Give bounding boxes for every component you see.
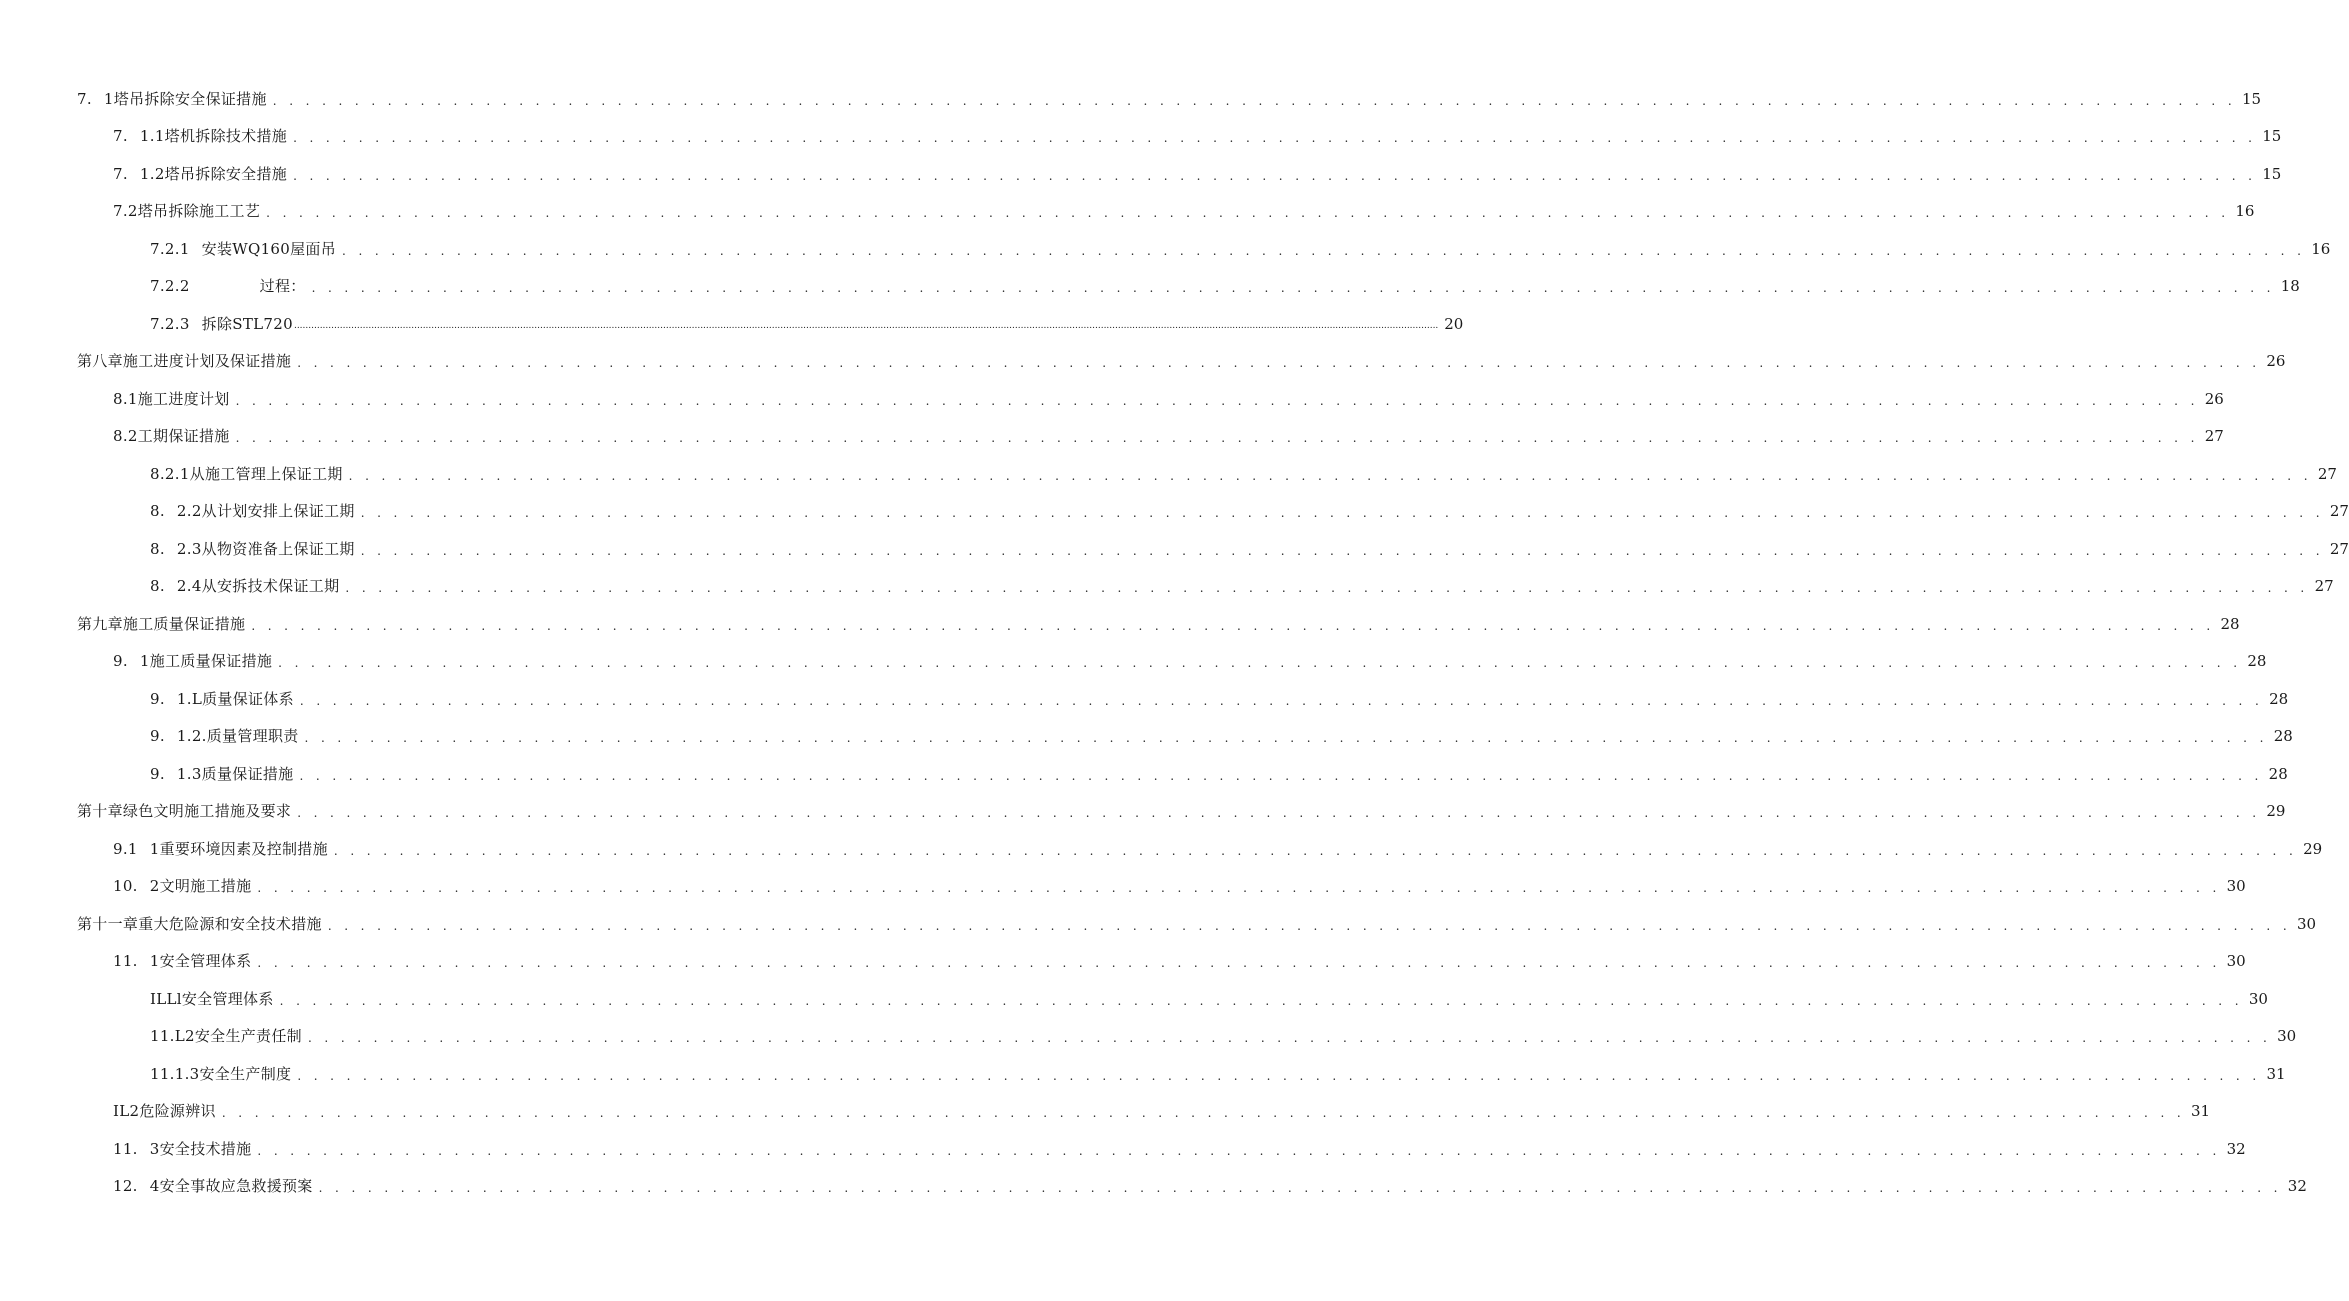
toc-page-number: 20 (1444, 314, 1464, 333)
toc-page-number: 28 (2268, 764, 2288, 783)
toc-entry-title (77, 89, 267, 109)
toc-page-number: 29 (2266, 802, 2286, 821)
dot-leader: . . . . . . . . . . . . . . . . . . . . . . . . . . . . . . . . . . . . . . . . . . . . . . . . . . . . . . . . . . . . . . . . . . . . . . . . . . . . . . . . . . . . . . . . . . . . . . . . . . . . . . . . . . . . . . . . . . . . . . . . (293, 168, 2257, 183)
dot-leader: . . . . . . . . . . . . . . . . . . . . . . . . . . . . . . . . . . . . . . . . . . . . . . . . . . . . . . . . . . . . . . . . . . . . . . . . . . . . . . . . . . . . . . . . . . . . . . . . . . . . . . . . . . . . . . . . . . . . . . . . (235, 393, 2199, 408)
toc-entry-title (150, 1064, 291, 1084)
toc-page-number: 18 (2280, 277, 2300, 296)
toc-entry[interactable] (0, 268, 2300, 306)
toc-entry-text: 1安全管理体系 (149, 952, 252, 971)
dot-leader: . . . . . . . . . . . . . . . . . . . . . . . . . . . . . . . . . . . . . . . . . . . . . . . . . . . . . . . . . . . . . . . . . . . . . . . . . . . . . . . . . . . . . . . . . . . . . . . . . . . . . . . . . . . . . . . . . . . . . . . . (266, 206, 2230, 221)
toc-page-number: 29 (2303, 839, 2323, 858)
toc-entry-title (150, 989, 274, 1009)
toc-entry-text: 2文明施工措施 (149, 877, 252, 896)
toc-entry[interactable] (0, 118, 2282, 156)
toc-entry-title (113, 651, 272, 671)
toc-page-number: 15 (2262, 164, 2282, 183)
toc-entry-number: 7. (77, 89, 92, 108)
dot-leader: . . . . . . . . . . . . . . . . . . . . . . . . . . . . . . . . . . . . . . . . . . . . . . . . . . . . . . . . . . . . . . . . . . . . . . . . . . . . . . . . . . . . . . . . . . . . . . . . . . . . . . . . . . . . . . . . . . . . . . . . (307, 1031, 2272, 1046)
toc-page-number: 28 (2273, 727, 2293, 746)
toc-entry-number: 9. (113, 652, 128, 671)
toc-entry[interactable] (0, 980, 2268, 1018)
toc-entry[interactable] (0, 305, 1464, 343)
dot-leader: . . . . . . . . . . . . . . . . . . . . . . . . . . . . . . . . . . . . . . . . . . . . . . . . . . . . . . . . . . . . . . . . . . . . . . . . . . . . . . . . . . . . . . . . . . . . . . . . . . . . . . . . . . . . . . . . . . . . . . . . (257, 881, 2221, 896)
toc-entry[interactable] (0, 605, 2240, 643)
dot-leader: . . . . . . . . . . . . . . . . . . . . . . . . . . . . . . . . . . . . . . . . . . . . . . . . . . . . . . . . . . . . . . . . . . . . . . . . . . . . . . . . . . . . . . . . . . . . . . . . . . . . . . . . . . . . . . . . . . . . . . . . (342, 243, 2306, 258)
toc-entry-number: 11. (113, 1139, 138, 1158)
toc-entry[interactable] (0, 193, 2255, 231)
toc-page-number: 27 (2204, 427, 2224, 446)
dot-leader: . . . . . . . . . . . . . . . . . . . . . . . . . . . . . . . . . . . . . . . . . . . . . . . . . . . . . . . . . . . . . . . . . . . . . . . . . . . . . . . . . . . . . . . . . . . . . . . . . . . . . . . . . . . . . . . . . . . . . . . . (345, 581, 2309, 596)
toc-entry-text: 3安全技术措施 (149, 1139, 252, 1158)
toc-entry-title (77, 351, 291, 371)
toc-page-number: 15 (2241, 89, 2262, 108)
toc-entry-title (150, 689, 294, 709)
toc-entry-title (150, 464, 343, 484)
toc-entry[interactable] (0, 680, 2289, 718)
toc-entry-number: 8. (150, 502, 165, 521)
dot-leader: . . . . . . . . . . . . . . . . . . . . . . . . . . . . . . . . . . . . . . . . . . . . . . . . . . . . . . . . . . . . . . . . . . . . . . . . . . . . . . . . . . . . . . . . . . . . . . . . . . . . . . . . . . . . . . . . . . . . . . . . (360, 543, 2324, 558)
toc-entry-text: 2.3从物资准备上保证工期 (176, 539, 355, 558)
toc-entry-title (150, 764, 293, 784)
toc-page-number: 30 (2296, 914, 2317, 933)
toc-entry[interactable] (0, 568, 2334, 606)
toc-page-number: 27 (2314, 577, 2334, 596)
toc-entry[interactable] (0, 905, 2317, 943)
toc-entry-text: 1.2塔吊拆除安全措施 (139, 164, 288, 183)
dot-leader: . . . . . . . . . . . . . . . . . . . . . . . . . . . . . . . . . . . . . . . . . . . . . . . . . . . . . . . . . . . . . . . . . . . . . . . . . . . . . . . . . . . . . . . . . . . . . . . . . . . . . . . . . . . . . . . . . . . . . . . . (279, 993, 2243, 1008)
toc-entry-title (150, 501, 355, 521)
toc-entry[interactable] (0, 643, 2267, 681)
toc-entry-number: 9. (150, 764, 165, 783)
toc-entry[interactable] (0, 380, 2224, 418)
dot-leader: . . . . . . . . . . . . . . . . . . . . . . . . . . . . . . . . . . . . . . . . . . . . . . . . . . . . . . . . . . . . . . . . . . . . . . . . . . . . . . . . . . . . . . . . . . . . . . . . . . . . . . . . . . . . . . . . . . . . . . . . (333, 843, 2298, 858)
toc-entry[interactable] (0, 343, 2286, 381)
dot-leader: . . . . . . . . . . . . . . . . . . . . . . . . . . . . . . . . . . . . . . . . . . . . . . . . . . . . . . . . . . . . . . . . . . . . . . . . . . . . . . . . . . . . . . . . . . . . . . . . . . . . . . . . . . . . . . . . . . . . . . . . (297, 356, 2261, 371)
toc-entry-number: 7.2塔吊拆除施工工艺 (113, 202, 261, 221)
dot-leader: . . . . . . . . . . . . . . . . . . . . . . . . . . . . . . . . . . . . . . . . . . . . . . . . . . . . . . . . . . . . . . . . . . . . . . . . . . . . . . . . . . . . . . . . . . . . . . . . . . . . . . . . . . . . . . . . . . . . . . . . (235, 431, 2199, 446)
toc-entry[interactable] (0, 868, 2246, 906)
toc-entry-title (77, 614, 245, 634)
dot-leader: . . . . . . . . . . . . . . . . . . . . . . . . . . . . . . . . . . . . . . . . . . . . . . . . . . . . . . . . . . . . . . . . . . . . . . . . . . . . . . . . . . . . . . . . . . . . . . . . . . . . . . . . . . . . . . . . . . . . . . . . (299, 768, 2263, 783)
toc-entry-title (113, 201, 260, 221)
toc-page-number: 26 (2204, 389, 2224, 408)
toc-page-number: 28 (2269, 689, 2289, 708)
toc-entry-title (77, 801, 291, 821)
toc-entry-number: 9. (150, 689, 165, 708)
toc-page-number: 27 (2329, 539, 2349, 558)
dot-leader: . . . . . . . . . . . . . . . . . . . . . . . . . . . . . . . . . . . . . . . . . . . . . . . . . . . . . . . . . . . . . . . . . . . . . . . . . . . . . . . . . . . . . . . . . . . . . . . . . . . . . . . . . . . . . . . . . . . . . . . . (278, 656, 2242, 671)
toc-entry-text: 1施工质量保证措施 (139, 652, 273, 671)
toc-entry-number: 9.1 (113, 839, 138, 858)
toc-entry-number: 7.2.1 (150, 239, 190, 258)
toc-entry[interactable] (0, 155, 2282, 193)
toc-entry-number: 第十章绿色文明施工措施及要求 (77, 802, 292, 821)
toc-entry-title (150, 314, 293, 334)
toc-entry[interactable] (0, 1093, 2211, 1131)
toc-entry-number: 10. (113, 877, 138, 896)
toc-page-number: 30 (2226, 952, 2246, 971)
toc-entry-number: 11.L2安全生产责任制 (150, 1027, 302, 1046)
dot-leader: . . . . . . . . . . . . . . . . . . . . . . . . . . . . . . . . . . . . . . . . . . . . . . . . . . . . . . . . . . . . . . . . . . . . . . . . . . . . . . . . . . . . . . . . . . . . . . . . . . . . . . . . . . . . . . . . . . . . . . . . (318, 1181, 2282, 1196)
toc-entry-title (113, 876, 251, 896)
toc-page-number: 16 (2235, 202, 2255, 221)
toc-entry-number: 8. (150, 577, 165, 596)
toc-entry-text: 1.2.质量管理职责 (176, 727, 299, 746)
toc-entry[interactable] (0, 418, 2224, 456)
toc-entry-number: IL2危险源辨识 (113, 1102, 216, 1121)
toc-entry-title (150, 239, 336, 259)
toc-entry[interactable] (0, 230, 2331, 268)
toc-entry-title (77, 914, 322, 934)
dot-leader: . . . . . . . . . . . . . . . . . . . . . . . . . . . . . . . . . . . . . . . . . . . . . . . . . . . . . . . . . . . . . . . . . . . . . . . . . . . . . . . . . . . . . . . . . . . . . . . . . . . . . . . . . . . . . . . . . . . . . . . . (297, 1068, 2261, 1083)
toc-page-number: 27 (2329, 502, 2349, 521)
toc-entry[interactable] (0, 1168, 2307, 1206)
toc-entry[interactable] (0, 530, 2349, 568)
toc-entry-number: 第十一章重大危险源和安全技术措施 (77, 914, 322, 933)
toc-page-number: 15 (2262, 127, 2282, 146)
dot-leader: . . . . . . . . . . . . . . . . . . . . . . . . . . . . . . . . . . . . . . . . . . . . . . . . . . . . . . . . . . . . . . . . . . . . . . . . . . . . . . . . . . . . . . . . . . . . . . . . . . . . . . . . . . . . . . . . . . . . . . . . (299, 693, 2264, 708)
toc-entry-number: 8.2工期保证措施 (113, 427, 230, 446)
toc-entry-number: 11. (113, 952, 138, 971)
toc-entry-text: 1.3质量保证措施 (176, 764, 294, 783)
dot-leader: . . . . . . . . . . . . . . . . . . . . . . . . . . . . . . . . . . . . . . . . . . . . . . . . . . . . . . . . . . . . . . . . . . . . . . . . . . . . . . . . . . . . . . . . . . . . . . . . . . . . . . . . . . . . . . . . . . . . . . . . (221, 1106, 2186, 1121)
toc-entry[interactable] (0, 755, 2288, 793)
toc-entry-text: 1.L质量保证体系 (176, 689, 294, 708)
toc-page-number: 30 (2248, 989, 2268, 1008)
toc-entry-title (150, 576, 339, 596)
dot-leader: . . . . . . . . . . . . . . . . . . . . . . . . . . . . . . . . . . . . . . . . . . . . . . . . . . . . . . . . . . . . . . . . . . . . . . . . . . . . . . . . . . . . . . . . . . . . . . . . . . . . . . . . . . . . . . . . . . . . . . . . (327, 918, 2292, 933)
toc-page-number: 30 (2277, 1027, 2297, 1046)
toc-page-number: 16 (2311, 239, 2331, 258)
toc-entry-number: 12. (113, 1177, 138, 1196)
toc-page-number: 28 (2247, 652, 2267, 671)
dot-leader: . . . . . . . . . . . . . . . . . . . . . . . . . . . . . . . . . . . . . . . . . . . . . . . . . . . . . . . . . . . . . . . . . . . . . . . . . . . . . . . . . . . . . . . . . . . . . . . . . . . . . . . . . . . . . . . . . . . . . . . . (348, 468, 2312, 483)
toc-entry-title (150, 1026, 302, 1046)
toc-entry-text: 安装WQ160屋面吊 (201, 239, 337, 258)
toc-entry-text: 过程： (259, 277, 306, 296)
toc-entry-title (113, 126, 287, 146)
toc-entry-number: ILLl安全管理体系 (150, 989, 274, 1008)
toc-entry[interactable] (0, 1130, 2246, 1168)
toc-entry-number: 7. (113, 127, 128, 146)
toc-page-number: 28 (2220, 614, 2240, 633)
toc-page-number: 30 (2226, 877, 2246, 896)
toc-entry-number: 8. (150, 539, 165, 558)
toc-entry[interactable] (0, 1018, 2297, 1056)
toc-entry[interactable] (0, 80, 2262, 118)
toc-entry-title (113, 1101, 216, 1121)
toc-page-number: 32 (2287, 1177, 2307, 1196)
toc-entry-number: 7.2.3 (150, 314, 190, 333)
toc-entry-text: 拆除STL720 (201, 314, 293, 333)
toc-entry-title (113, 1176, 313, 1196)
toc-entry-text: 1塔吊拆除安全保证措施 (103, 89, 267, 108)
toc-page-number: 27 (2317, 464, 2337, 483)
toc-entry[interactable] (0, 493, 2349, 531)
toc-entry-text: 1重要环境因素及控制措施 (149, 839, 328, 858)
toc-entry[interactable] (0, 455, 2337, 493)
toc-entry[interactable] (0, 1055, 2286, 1093)
dot-leader: . . . . . . . . . . . . . . . . . . . . . . . . . . . . . . . . . . . . . . . . . . . . . . . . . . . . . . . . . . . . . . . . . . . . . . . . . . . . . . . . . . . . . . . . . . . . . . . . . . . . . . . . . . . . . . . . . . . . . . . . (360, 506, 2324, 521)
toc-entry-title (113, 839, 328, 859)
toc-entry[interactable] (0, 718, 2293, 756)
table-of-contents (0, 80, 2349, 1205)
toc-entry-number: 7.2.2 (150, 277, 190, 296)
dot-leader: . . . . . . . . . . . . . . . . . . . . . . . . . . . . . . . . . . . . . . . . . . . . . . . . . . . . . . . . . . . . . . . . . . . . . . . . . . . . . . . . . . . . . . . . . . . . . . . . . . . . . . . . . . . . . . . . . . . . . . . . (272, 93, 2237, 108)
dot-leader: . . . . . . . . . . . . . . . . . . . . . . . . . . . . . . . . . . . . . . . . . . . . . . . . . . . . . . . . . . . . . . . . . . . . . . . . . . . . . . . . . . . . . . . . . . . . . . . . . . . . . . . . . . . . . . . . . . . . . . . . (257, 956, 2221, 971)
toc-entry-number: 8.2.1从施工管理上保证工期 (150, 464, 343, 483)
toc-page-number: 31 (2266, 1064, 2286, 1083)
toc-entry-text: 2.4从安拆技术保证工期 (176, 577, 340, 596)
toc-entry-title (113, 164, 287, 184)
toc-entry-title (113, 1139, 251, 1159)
toc-entry-title (150, 539, 355, 559)
toc-entry[interactable] (0, 830, 2323, 868)
toc-entry-title (150, 276, 306, 296)
toc-entry-text: 2.2从计划安排上保证工期 (176, 502, 355, 521)
toc-entry-number: 7. (113, 164, 128, 183)
toc-entry-number: 11.1.3安全生产制度 (150, 1064, 292, 1083)
dot-leader: . . . . . . . . . . . . . . . . . . . . . . . . . . . . . . . . . . . . . . . . . . . . . . . . . . . . . . . . . . . . . . . . . . . . . . . . . . . . . . . . . . . . . . . . . . . . . . . . . . . . . . . . . . . . . . . . . . . . . . . . (293, 131, 2257, 146)
toc-page-number: 32 (2226, 1139, 2246, 1158)
toc-page-number: 26 (2266, 352, 2286, 371)
dot-leader: . . . . . . . . . . . . . . . . . . . . . . . . . . . . . . . . . . . . . . . . . . . . . . . . . . . . . . . . . . . . . . . . . . . . . . . . . . . . . . . . . . . . . . . . . . . . . . . . . . . . . . . . . . . . . . . . . . . . . . . . (297, 806, 2261, 821)
toc-entry[interactable] (0, 943, 2246, 981)
dot-leader: . . . . . . . . . . . . . . . . . . . . . . . . . . . . . . . . . . . . . . . . . . . . . . . . . . . . . . . . . . . . . . . . . . . . . . . . . . . . . . . . . . . . . . . . . . . . . . . . . . . . . . . . . . . . . . . . . . . . . . . . (311, 281, 2275, 296)
dot-leader: ................................................................................................................................................................................................................................................................................................................................................................................................................ (293, 320, 1439, 331)
toc-entry-title (113, 426, 230, 446)
toc-entry-title (113, 951, 251, 971)
toc-entry-number: 第九章施工质量保证措施 (77, 614, 246, 633)
toc-entry-number: 第八章施工进度计划及保证措施 (77, 352, 292, 371)
dot-leader: . . . . . . . . . . . . . . . . . . . . . . . . . . . . . . . . . . . . . . . . . . . . . . . . . . . . . . . . . . . . . . . . . . . . . . . . . . . . . . . . . . . . . . . . . . . . . . . . . . . . . . . . . . . . . . . . . . . . . . . . (257, 1143, 2221, 1158)
toc-entry-number: 9. (150, 727, 165, 746)
dot-leader: . . . . . . . . . . . . . . . . . . . . . . . . . . . . . . . . . . . . . . . . . . . . . . . . . . . . . . . . . . . . . . . . . . . . . . . . . . . . . . . . . . . . . . . . . . . . . . . . . . . . . . . . . . . . . . . . . . . . . . . . (251, 618, 2215, 633)
toc-entry-title (150, 726, 299, 746)
toc-entry-text: 4安全事故应急救援预案 (149, 1177, 313, 1196)
toc-entry-number: 8.1施工进度计划 (113, 389, 230, 408)
dot-leader: . . . . . . . . . . . . . . . . . . . . . . . . . . . . . . . . . . . . . . . . . . . . . . . . . . . . . . . . . . . . . . . . . . . . . . . . . . . . . . . . . . . . . . . . . . . . . . . . . . . . . . . . . . . . . . . . . . . . . . . . (304, 731, 2268, 746)
toc-entry-title (113, 389, 230, 409)
toc-entry[interactable] (0, 793, 2286, 831)
toc-entry-text: 1.1塔机拆除技术措施 (139, 127, 288, 146)
toc-page-number: 31 (2191, 1102, 2211, 1121)
